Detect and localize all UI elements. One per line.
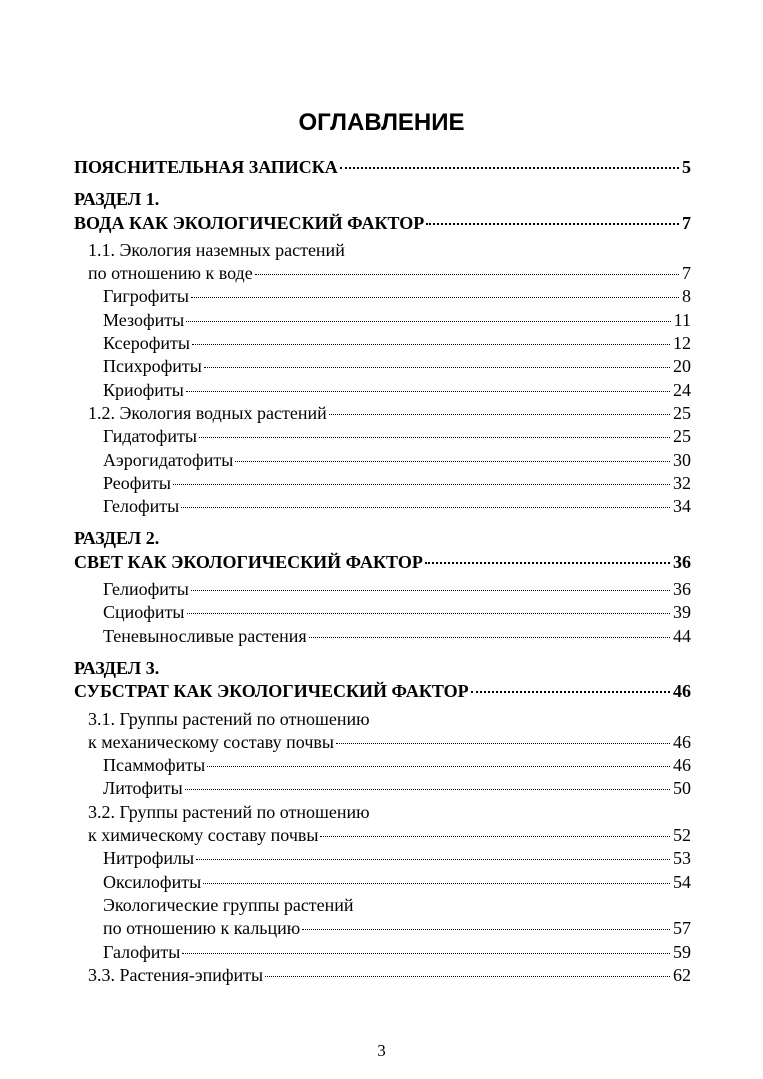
- toc-entry[interactable]: [74, 847, 691, 870]
- toc-entry[interactable]: [74, 625, 691, 648]
- toc-entry[interactable]: [74, 332, 691, 355]
- toc-entry-title: по отношению к воде: [88, 263, 253, 284]
- toc-entry[interactable]: [74, 578, 691, 601]
- toc-entry-title: Теневыносливые растения: [103, 625, 307, 646]
- toc-entry-title: Ксерофиты: [103, 333, 191, 354]
- leader-dots: [182, 953, 670, 954]
- toc-entry-title: СУБСТРАТ КАК ЭКОЛОГИЧЕСКИЙ ФАКТОР: [74, 681, 469, 702]
- toc-entry-title: 1.2. Экология водных растений: [88, 402, 327, 423]
- leader-dots: [203, 883, 670, 884]
- toc-entry-title: Нитрофилы: [103, 848, 195, 869]
- toc-entry-title: Мезофиты: [103, 309, 185, 330]
- toc-entry-title: Оксилофиты: [103, 871, 202, 892]
- leader-dots: [186, 391, 670, 392]
- toc-page-number: 32: [673, 472, 691, 493]
- leader-dots: [329, 414, 670, 415]
- toc-page-number: 34: [673, 496, 691, 517]
- toc-page-number: 12: [673, 333, 691, 354]
- toc-entry-title: Галофиты: [103, 941, 181, 962]
- toc-entry[interactable]: [74, 601, 691, 624]
- toc-entry[interactable]: [74, 309, 691, 332]
- toc-entry[interactable]: [74, 941, 691, 964]
- page-number: 3: [377, 1041, 386, 1060]
- toc-page-number: 11: [673, 309, 691, 330]
- toc-entry-title: Литофиты: [103, 778, 183, 799]
- leader-dots: [204, 367, 670, 368]
- toc-page-number: 8: [682, 286, 691, 307]
- toc-page-number: 36: [673, 579, 691, 600]
- leader-dots: [320, 836, 670, 837]
- leader-dots: [255, 274, 679, 275]
- toc-entry-title-line: Экологические группы растений: [103, 894, 354, 915]
- page-title: ОГЛАВЛЕНИЕ: [298, 109, 465, 136]
- toc-entry-title-line: 1.1. Экология наземных растений: [88, 239, 345, 260]
- toc-entry-title: 3.3. Растения-эпифиты: [88, 964, 264, 985]
- toc-entry-3-3[interactable]: [74, 964, 691, 987]
- toc-entry[interactable]: [74, 472, 691, 495]
- toc-page-number: 50: [673, 778, 691, 799]
- toc-entry-calcium[interactable]: [74, 894, 691, 941]
- toc-entry[interactable]: [74, 449, 691, 472]
- leader-dots: [181, 507, 670, 508]
- toc-page-number: 24: [673, 379, 691, 400]
- toc-entry[interactable]: [74, 379, 691, 402]
- toc-entry-title: к химическому составу почвы: [88, 825, 319, 846]
- leader-dots: [192, 344, 670, 345]
- toc-page-number: 25: [673, 426, 691, 447]
- toc-page-number: 5: [682, 157, 691, 177]
- toc-entry[interactable]: [74, 425, 691, 448]
- toc-entry-section-3[interactable]: [74, 657, 691, 704]
- toc-page-number: 53: [673, 848, 691, 869]
- toc-entry-title-line: 3.1. Группы растений по отношению: [88, 708, 370, 729]
- toc-entry-1-1[interactable]: [74, 239, 691, 286]
- toc-entry-title: Гидатофиты: [103, 426, 197, 447]
- leader-dots: [173, 484, 670, 485]
- toc-page-number: 25: [673, 402, 691, 423]
- leader-dots: [336, 743, 670, 744]
- table-of-contents: [74, 156, 691, 987]
- toc-entry-title: Гелиофиты: [103, 579, 189, 600]
- toc-entry-explanatory-note[interactable]: [74, 156, 691, 179]
- toc-page-number: 20: [673, 356, 691, 377]
- leader-dots: [191, 297, 679, 298]
- leader-dots: [186, 321, 670, 322]
- toc-entry-title: Псаммофиты: [103, 755, 206, 776]
- leader-dots: [426, 223, 679, 225]
- section-label: РАЗДЕЛ 1.: [74, 189, 160, 210]
- toc-entry-3-2[interactable]: [74, 801, 691, 848]
- toc-page-number: 36: [673, 551, 691, 572]
- leader-dots: [265, 976, 670, 977]
- toc-entry-title: Криофиты: [103, 379, 184, 400]
- toc-page-number: 46: [673, 731, 691, 752]
- toc-entry[interactable]: [74, 355, 691, 378]
- toc-entry[interactable]: [74, 871, 691, 894]
- toc-entry-title: СВЕТ КАК ЭКОЛОГИЧЕСКИЙ ФАКТОР: [74, 551, 423, 572]
- toc-entry-title: Реофиты: [103, 472, 172, 493]
- toc-page-number: 62: [673, 964, 691, 985]
- toc-entry-title: Гигрофиты: [103, 286, 189, 307]
- toc-entry-title: по отношению к кальцию: [103, 918, 301, 939]
- toc-page-number: 46: [673, 755, 691, 776]
- leader-dots: [340, 167, 679, 169]
- toc-page-number: 54: [673, 871, 691, 892]
- toc-entry-title: Гелофиты: [103, 496, 180, 517]
- toc-entry-3-1[interactable]: [74, 708, 691, 755]
- toc-page-number: 57: [673, 918, 691, 939]
- toc-entry-section-2[interactable]: [74, 527, 691, 574]
- toc-page-number: 46: [673, 681, 691, 702]
- leader-dots: [425, 562, 670, 564]
- leader-dots: [185, 789, 670, 790]
- leader-dots: [196, 859, 670, 860]
- toc-entry[interactable]: [74, 777, 691, 800]
- toc-page-number: 44: [673, 625, 691, 646]
- toc-entry-1-2[interactable]: [74, 402, 691, 425]
- leader-dots: [235, 461, 670, 462]
- toc-entry-title: Психрофиты: [103, 356, 202, 377]
- toc-page-number: 7: [682, 263, 691, 284]
- toc-entry-title: ВОДА КАК ЭКОЛОГИЧЕСКИЙ ФАКТОР: [74, 212, 425, 233]
- toc-page-number: 52: [673, 825, 691, 846]
- section-label: РАЗДЕЛ 3.: [74, 657, 160, 678]
- leader-dots: [191, 590, 670, 591]
- toc-page-number: 30: [673, 449, 691, 470]
- section-label: РАЗДЕЛ 2.: [74, 528, 160, 549]
- toc-entry[interactable]: [74, 754, 691, 777]
- leader-dots: [207, 766, 670, 767]
- leader-dots: [302, 929, 670, 930]
- leader-dots: [187, 613, 670, 614]
- toc-page-number: 39: [673, 602, 691, 623]
- leader-dots: [199, 437, 670, 438]
- leader-dots: [309, 637, 670, 638]
- toc-entry-section-1[interactable]: [74, 188, 691, 235]
- toc-page-number: 59: [673, 941, 691, 962]
- toc-page-number: 7: [682, 212, 691, 233]
- toc-entry[interactable]: [74, 285, 691, 308]
- leader-dots: [471, 691, 670, 693]
- toc-entry-title-line: 3.2. Группы растений по отношению: [88, 801, 370, 822]
- toc-entry-title: Сциофиты: [103, 602, 185, 623]
- toc-entry-title: к механическому составу почвы: [88, 731, 334, 752]
- toc-entry[interactable]: [74, 495, 691, 518]
- toc-entry-title: ПОЯСНИТЕЛЬНАЯ ЗАПИСКА: [74, 157, 338, 177]
- toc-entry-title: Аэрогидатофиты: [103, 449, 234, 470]
